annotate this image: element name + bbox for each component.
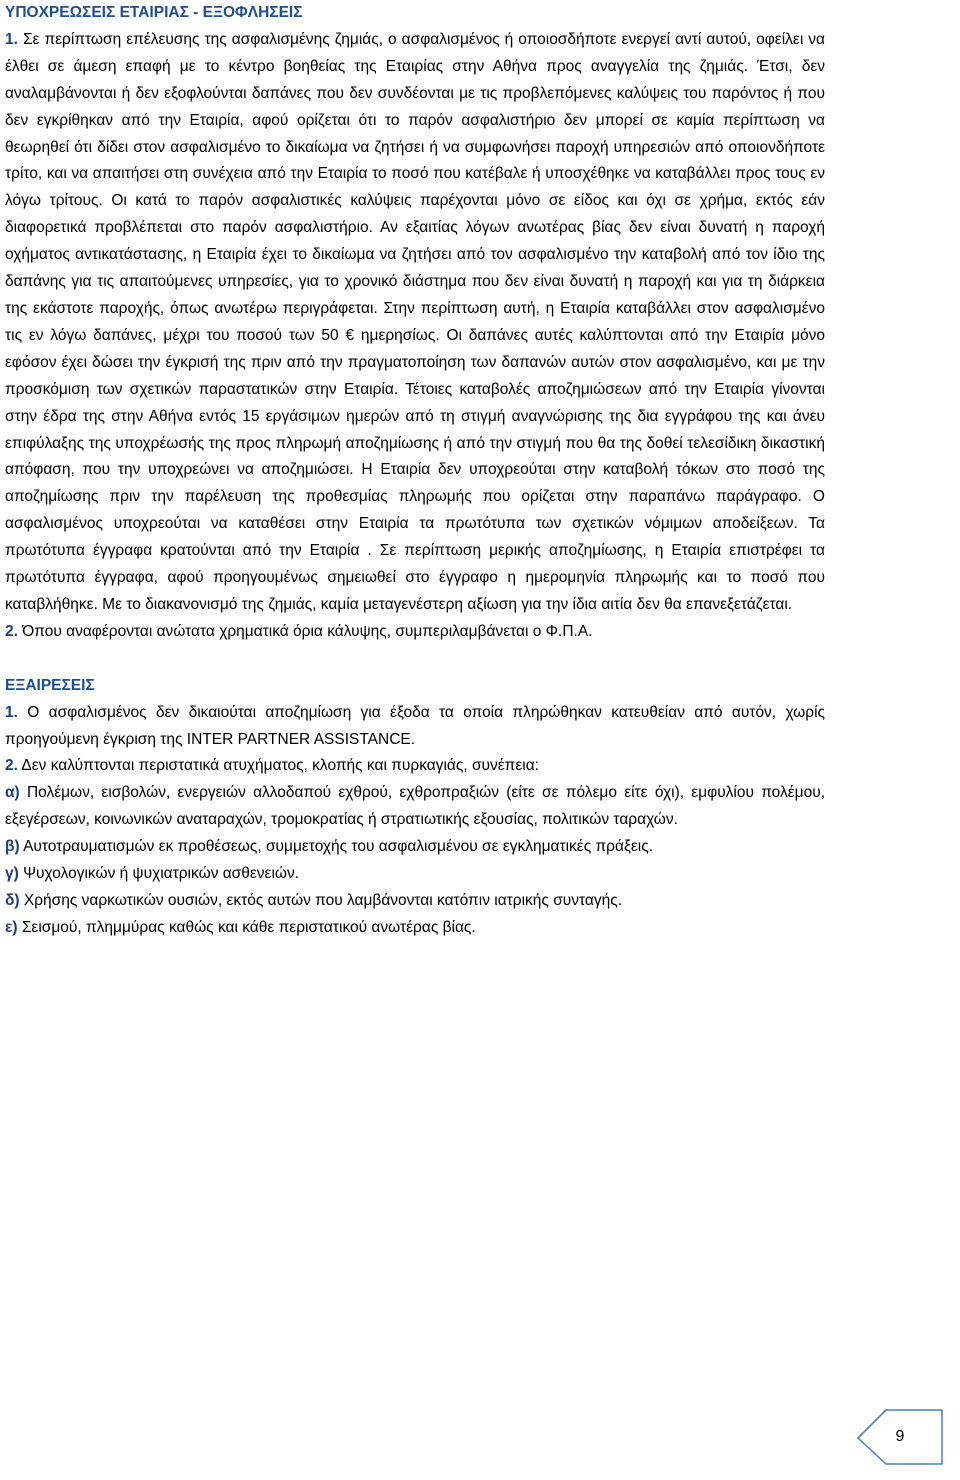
document-page: [5, 0, 825, 942]
exclusions-sub-c: [5, 861, 825, 888]
obligations-heading: ΥΠΟΧΡΕΩΣΕΙΣ ΕΤΑΙΡΙΑΣ - ΕΞΟΦΛΗΣΕΙΣ: [5, 4, 303, 21]
sub-label: γ): [5, 865, 19, 883]
exclusions-sub-b: [5, 834, 825, 861]
exclusions-sub-d: [5, 888, 825, 915]
section-spacer: [5, 646, 825, 673]
item-text: Δεν καλύπτονται περιστατικά ατυχήματος, κλοπής και πυρκαγιάς, συνέπεια:: [21, 757, 539, 775]
item-number: 1.: [5, 703, 18, 721]
sub-text: Πολέμων, εισβολών, ενεργειών αλλοδαπού εχθρού, εχθροπραξιών (είτε σε πόλεμο είτε όχι), εμφυλίου πολέμου, εξεγέρσεων, κοινωνικών αναταραχών, τρομοκρατίας ή στρατιωτικής εξουσίας, πολιτικών ταραχών.: [5, 784, 825, 829]
sub-text: Σεισμού, πλημμύρας καθώς και κάθε περιστατικού ανωτέρας βίας.: [21, 918, 476, 936]
item-text: Ο ασφαλισμένος δεν δικαιούται αποζημίωση για έξοδα τα οποία πληρώθηκαν κατευθείαν από αυτόν, χωρίς προηγούμενη έγκριση της INTER PARTNER ASSISTANCE.: [5, 703, 825, 748]
sub-text: Ψυχολογικών ή ψυχιατρικών ασθενειών.: [23, 865, 300, 883]
sub-label: α): [5, 784, 20, 802]
obligations-item-2: [5, 619, 825, 646]
obligations-item-1: [5, 27, 825, 619]
exclusions-sub-a: [5, 780, 825, 834]
sub-label: δ): [5, 892, 20, 909]
item-number: 1.: [5, 30, 18, 48]
sub-label: ε): [5, 918, 18, 936]
page-number-badge: [856, 1406, 944, 1468]
exclusions-item-2: [5, 753, 825, 780]
item-text: Όπου αναφέρονται ανώτατα χρηματικά όρια κάλυψης, συμπεριλαμβάνεται ο Φ.Π.Α.: [22, 622, 593, 640]
item-text: Σε περίπτωση επέλευσης της ασφαλισμένης ζημιάς, ο ασφαλισμένος ή οποιοσδήποτε ενεργεί αντί αυτού, οφείλει να έλθει σε άμεση επαφή με το κέντρο βοηθείας της Εταιρίας στην Αθήνα προς αναγγελία της ζημιάς. Έτσι, δεν αναλαμβάνονται ή δεν εξοφλούνται δαπάνες που δεν συνδέονται με τις προβλεπόμενες καλύψεις του παρόντος ή που δεν εγκρίθηκαν από την Εταιρία, αφού ορίζεται ότι το παρόν ασφαλιστήριο δεν μπορεί σε καμία περίπτωση να θεωρηθεί ότι δίδει στον ασφαλισμένο το δικαίωμα να ζητήσει ή να συμφωνήσει παροχή υπηρεσιών από οποιονδήποτε τρίτο, και να απαιτήσει στη συνέχεια από την Εταιρία το ποσό που κατέβαλε ή υποσχέθηκε να καταβάλλει προς τους εν λόγω τρίτους. Οι κατά το παρόν ασφαλιστικές καλύψεις παρέχονται μόνο σε είδος και όχι σε χρήμα, εκτός εάν διαφορετικά προβλέπεται στο παρόν ασφαλιστήριο. Αν εξαιτίας λόγων ανωτέρας βίας δεν είναι δυνατή η παροχή οχήματος αντικατάστασης, η Εταιρία έχει το δικαίωμα να ζητήσει από τον ασφαλισμένο την καταβολή από τον ίδιο της δαπάνης για τις απαιτούμενες υπηρεσίες, για το χρονικό διάστημα που δεν είναι δυνατή η παροχή και για τη διάρκεια της εκάστοτε παροχής, όπως ανωτέρω περιγράφεται. Στην περίπτωση αυτή, η Εταιρία καταβάλλει στον ασφαλισμένο τις εν λόγω δαπάνες, μέχρι του ποσού των 50 € ημερησίως. Οι δαπάνες αυτές καλύπτονται από την Εταιρία μόνο εφόσον έχει δώσει την έγκρισή της πριν από την πραγματοποίηση των δαπανών αυτών στον ασφαλισμένο, και με την προσκόμιση των σχετικών παραστατικών στην Εταιρία. Τέτοιες καταβολές αποζημιώσεων από την Εταιρία γίνονται στην έδρα της στην Αθήνα εντός 15 εργάσιμων ημερών από τη στιγμή αναγνώρισης της δια εγγράφου της και άνευ επιφύλαξης της υποχρέωσής της προς πληρωμή αποζημίωσης ή από την στιγμή που θα της δοθεί τελεσίδικη δικαστική απόφαση, που την υποχρεώνει να αποζημιώσει. Η Εταιρία δεν υποχρεούται στην καταβολή τόκων στο ποσό της αποζημίωσης πριν την παρέλευση της προθεσμίας πληρωμής που ορίζεται στην παραπάνω παράγραφο. Ο ασφαλισμένος υποχρεούται να καταθέσει στην Εταιρία τα πρωτότυπα των σχετικών νόμιμων αποδείξεων. Τα πρωτότυπα έγγραφα κρατούνται από την Εταιρία . Σε περίπτωση μερικής αποζημίωσης, η Εταιρία επιστρέφει τα πρωτότυπα έγγραφα, αφού προηγουμένως σημειωθεί στο έγγραφο η ημερομηνία πληρωμής και το ποσό που καταβλήθηκε. Με το διακανονισμό της ζημιάς, καμία μεταγενέστερη αξίωση για την ίδια αιτία δεν θα επανεξετάζεται.: [5, 30, 825, 613]
sub-text: Χρήσης ναρκωτικών ουσιών, εκτός αυτών που λαμβάνονται κατόπιν ιατρικής συνταγής.: [23, 892, 622, 909]
sub-text: Αυτοτραυματισμών εκ προθέσεως, συμμετοχής του ασφαλισμένου σε εγκληματικές πράξεις.: [23, 838, 654, 856]
exclusions-heading: ΕΞΑΙΡΕΣΕΙΣ: [5, 676, 95, 694]
exclusions-sub-e: [5, 915, 825, 942]
item-number: 2.: [5, 622, 18, 640]
exclusions-item-1: [5, 700, 825, 754]
sub-label: β): [5, 838, 20, 856]
item-number: 2.: [5, 757, 18, 775]
page-number: 9: [895, 1428, 905, 1445]
